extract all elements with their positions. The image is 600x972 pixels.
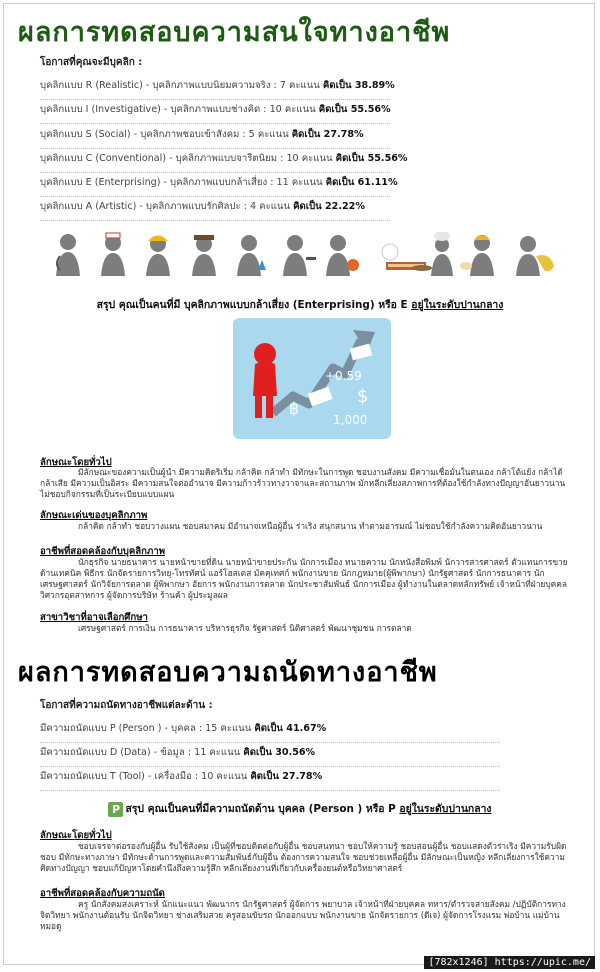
interest-row-s bbox=[40, 127, 390, 149]
interest-row-c bbox=[40, 151, 408, 173]
row-pct: คิดเป็น 55.56% bbox=[318, 104, 391, 115]
aptitude-general-heading: ลักษณะโดยทั่วไป bbox=[40, 830, 112, 841]
row-pct: คิดเป็น 30.56% bbox=[243, 747, 316, 758]
interest-general-body: มีลักษณะของความเป็นผู้นำ มีความคิดริเริ่ม กล้าคิด กล้าทำ มีทักษะในการพูด ชอบงานสังคม มีความเชื่อมั่นในตนเอง กล้าโต้แย้ง กล้าได้ กล้าเสีย มีความเป็นอิสระ มีความสนใจต่ออำนาจ มีความก้าวร้าวทางวาจาและสถานภาพ มักหลีกเลี่ยงสภาพการที่ต้องใช้กำลังทางปัญญาอันยาวนาน ไม่ชอบกิจกรรมที่เป็นระเบียบแบบแผน bbox=[40, 467, 566, 499]
figure-officer-icon bbox=[192, 235, 216, 276]
figure-chef-icon bbox=[412, 232, 453, 276]
summary-text: สรุป คุณเป็นคนที่มีความถนัดด้าน บุคคล (Person ) หรือ P bbox=[125, 803, 400, 815]
interest-title: ผลการทดสอบความสนใจทางอาชีพ bbox=[18, 17, 451, 48]
row-text: บุคลิกแบบ C (Conventional) - บุคลิกภาพแบบจารีตนิยม : 10 คะแนน bbox=[40, 153, 333, 164]
row-pct: คิดเป็น 55.56% bbox=[335, 153, 408, 164]
interest-careers-body: นักธุรกิจ นายธนาคาร นายหน้าขายที่ดิน นายหน้าขายประกัน นักการเมือง ทนายความ นักหนังสือพิมพ์ นักวารสารศาสตร์ ตัวแทนการขาย ด้านเทคนิค พิธีกร นักจัดรายการวิทยุ-โทรทัศน์ แอร์โฮสเตส มัคคุเทศก์ พนักงานขาย นักกฎหมาย(ผู้พิพากษา) นักรัฐศาสตร์ นักการธนาคาร นักเศรษฐศาสตร์ นักวิจัยการตลาด ผู้พิพากษา อัยการ พนักงานการตลาด นักประชาสัมพันธ์ นักการเมือง ผู้ทำงานในตลาดหลักทรัพย์ เจ้าหน้าที่ฝ่ายบุคคล วิศวกรอุตสาหการ ผู้จัดการบริษัท ร้านค้า ผู้ประมูลผล bbox=[40, 557, 568, 600]
figure-musician-icon bbox=[516, 236, 554, 276]
art-amount: 1,000 bbox=[333, 413, 368, 427]
aptitude-title: ผลการทดสอบความถนัดทางอาชีพ bbox=[18, 657, 438, 688]
figure-mechanic-icon bbox=[283, 235, 316, 276]
figure-engineer-icon bbox=[146, 236, 170, 277]
row-text: มีความถนัดแบบ D (Data) - ข้อมูล : 11 คะแนน bbox=[40, 747, 241, 758]
enterprising-art-icon bbox=[233, 318, 391, 439]
interest-careers-heading: อาชีพที่สอดคล้องกับบุคลิกภาพ bbox=[40, 546, 166, 557]
art-baht: ฿ bbox=[289, 399, 300, 418]
figure-scientist-icon bbox=[237, 235, 266, 276]
row-text: มีความถนัดแบบ T (Tool) - เครื่องมือ : 10 คะแนน bbox=[40, 771, 248, 782]
row-pct: คิดเป็น 27.78% bbox=[291, 129, 364, 140]
person-type-icon: P bbox=[108, 802, 123, 817]
interest-row-r bbox=[40, 78, 395, 100]
aptitude-careers-heading: อาชีพที่สอดคล้องกับความถนัด bbox=[40, 888, 165, 899]
interest-traits-body: กล้าคิด กล้าทำ ชอบวางแผน ชอบสมาคม มีอำนาจเหนือผู้อื่น ร่าเริง สนุกสนาน ทำตามอารมณ์ ไม่ชอบใช้กำลังความคิดอันยาวนาน bbox=[78, 521, 543, 531]
row-pct: คิดเป็น 22.22% bbox=[293, 201, 365, 212]
watermark-label: [782x1246] https://upic.me/ bbox=[424, 956, 595, 969]
interest-summary bbox=[0, 296, 600, 313]
figure-athlete-icon bbox=[326, 235, 359, 276]
interest-majors-body: เศรษฐศาสตร์ การเงิน การธนาคาร บริหารธุรกิจ รัฐศาสตร์ นิติศาสตร์ พัฒนาชุมชน การตลาด bbox=[78, 623, 412, 633]
interest-general-heading: ลักษณะโดยทั่วไป bbox=[40, 457, 112, 468]
summary-text: สรุป คุณเป็นคนที่มี บุคลิกภาพแบบกล้าเสี่ยง (Enterprising) หรือ E bbox=[96, 299, 412, 311]
row-text: มีความถนัดแบบ P (Person ) - บุคคล : 15 คะแนน bbox=[40, 723, 252, 734]
occupation-figures bbox=[50, 232, 560, 276]
row-text: บุคลิกแบบ S (Social) - บุคลิกภาพชอบเข้าสังคม : 5 คะแนน bbox=[40, 129, 289, 140]
aptitude-careers-body: ครู นักสังคมสงเคราะห์ นักแนะแนว พัฒนากร นักรัฐศาสตร์ ผู้จัดการ พยาบาล เจ้าหน้าที่ฝ่ายบุคคล ทหาร/ตำรวจสายสังคม /ปฏิบัติการทางจิตวิทยา พนักงานต้อนรับ นักจิตวิทยา ช่างเสริมสวย ครูสอนขับรถ นักออกแบบ พนักงานขาย นักจัดรายการ (ดีเจ) ผู้จัดการโรงแรม พ่อบ้าน แม่บ้าน หมอดู bbox=[40, 899, 566, 931]
aptitude-summary bbox=[0, 800, 600, 817]
summary-level: อยู่ในระดับปานกลาง bbox=[399, 803, 492, 815]
art-number: +0.59 bbox=[325, 369, 362, 383]
interest-row-a bbox=[40, 199, 390, 221]
row-text: บุคลิกแบบ R (Realistic) - บุคลิกภาพแบบนิยมความจริง : 7 คะแนน bbox=[40, 80, 320, 91]
row-pct: คิดเป็น 41.67% bbox=[254, 723, 327, 734]
aptitude-row-t bbox=[40, 769, 500, 791]
interest-majors-heading: สาขาวิชาที่อาจเลือกศึกษา bbox=[40, 612, 148, 623]
row-pct: คิดเป็น 61.11% bbox=[325, 177, 398, 188]
figure-doctor-icon bbox=[56, 234, 80, 276]
interest-traits-heading: ลักษณะเด่นของบุคลิกภาพ bbox=[40, 510, 148, 521]
aptitude-row-p bbox=[40, 721, 500, 743]
row-pct: คิดเป็น 38.89% bbox=[322, 80, 395, 91]
summary-level: อยู่ในระดับปานกลาง bbox=[411, 299, 504, 311]
aptitude-row-d bbox=[40, 745, 500, 767]
row-text: บุคลิกแบบ E (Enterprising) - บุคลิกภาพแบบกล้าเสี่ยง : 11 คะแนน bbox=[40, 177, 323, 188]
row-pct: คิดเป็น 27.78% bbox=[250, 771, 323, 782]
interest-row-i bbox=[40, 102, 390, 124]
figure-nurse-icon bbox=[101, 233, 125, 276]
interest-subtitle: โอกาสที่คุณจะมีบุคลิก : bbox=[40, 57, 143, 68]
aptitude-general-body: ชอบเจรจาต่อรองกับผู้อื่น รับใช้สังคม เป็นผู้ที่ชอบติดต่อกับผู้อื่น ชอบสนทนา ชอบให้ความรู้ ชอบสอนผู้อื่น ชอบแสดงตัวร่าเริง มีความรับผิดชอบ มีทักษะทางภาษา มีทักษะด้านการพูดและความสัมพันธ์กับผู้อื่น ต้องการความสนใจ ชอบช่วยเหลือผู้อื่น มีลักษณะเป็นหญิง หลีกเลี่ยงการใช้ความคิดทางปัญญา ชอบแก้ปัญหาโดยคำนึงถึงความรู้สึก หลีกเลี่ยงงานที่เกี่ยวกับเครื่องยนต์หรือวิทยาศาสตร์ bbox=[40, 841, 567, 873]
figure-artist-icon bbox=[460, 235, 494, 276]
interest-row-e bbox=[40, 175, 398, 197]
row-text: บุคลิกแบบ A (Artistic) - บุคลิกภาพแบบรักศิลปะ : 4 คะแนน bbox=[40, 201, 291, 212]
art-dollar: $ bbox=[357, 386, 369, 407]
row-text: บุคลิกแบบ I (Investigative) - บุคลิกภาพแบบช่างคิด : 10 คะแนน bbox=[40, 104, 316, 115]
aptitude-subtitle: โอกาสที่ความถนัดทางอาชีพแต่ละด้าน : bbox=[40, 700, 213, 711]
enterprising-illustration bbox=[233, 318, 391, 439]
